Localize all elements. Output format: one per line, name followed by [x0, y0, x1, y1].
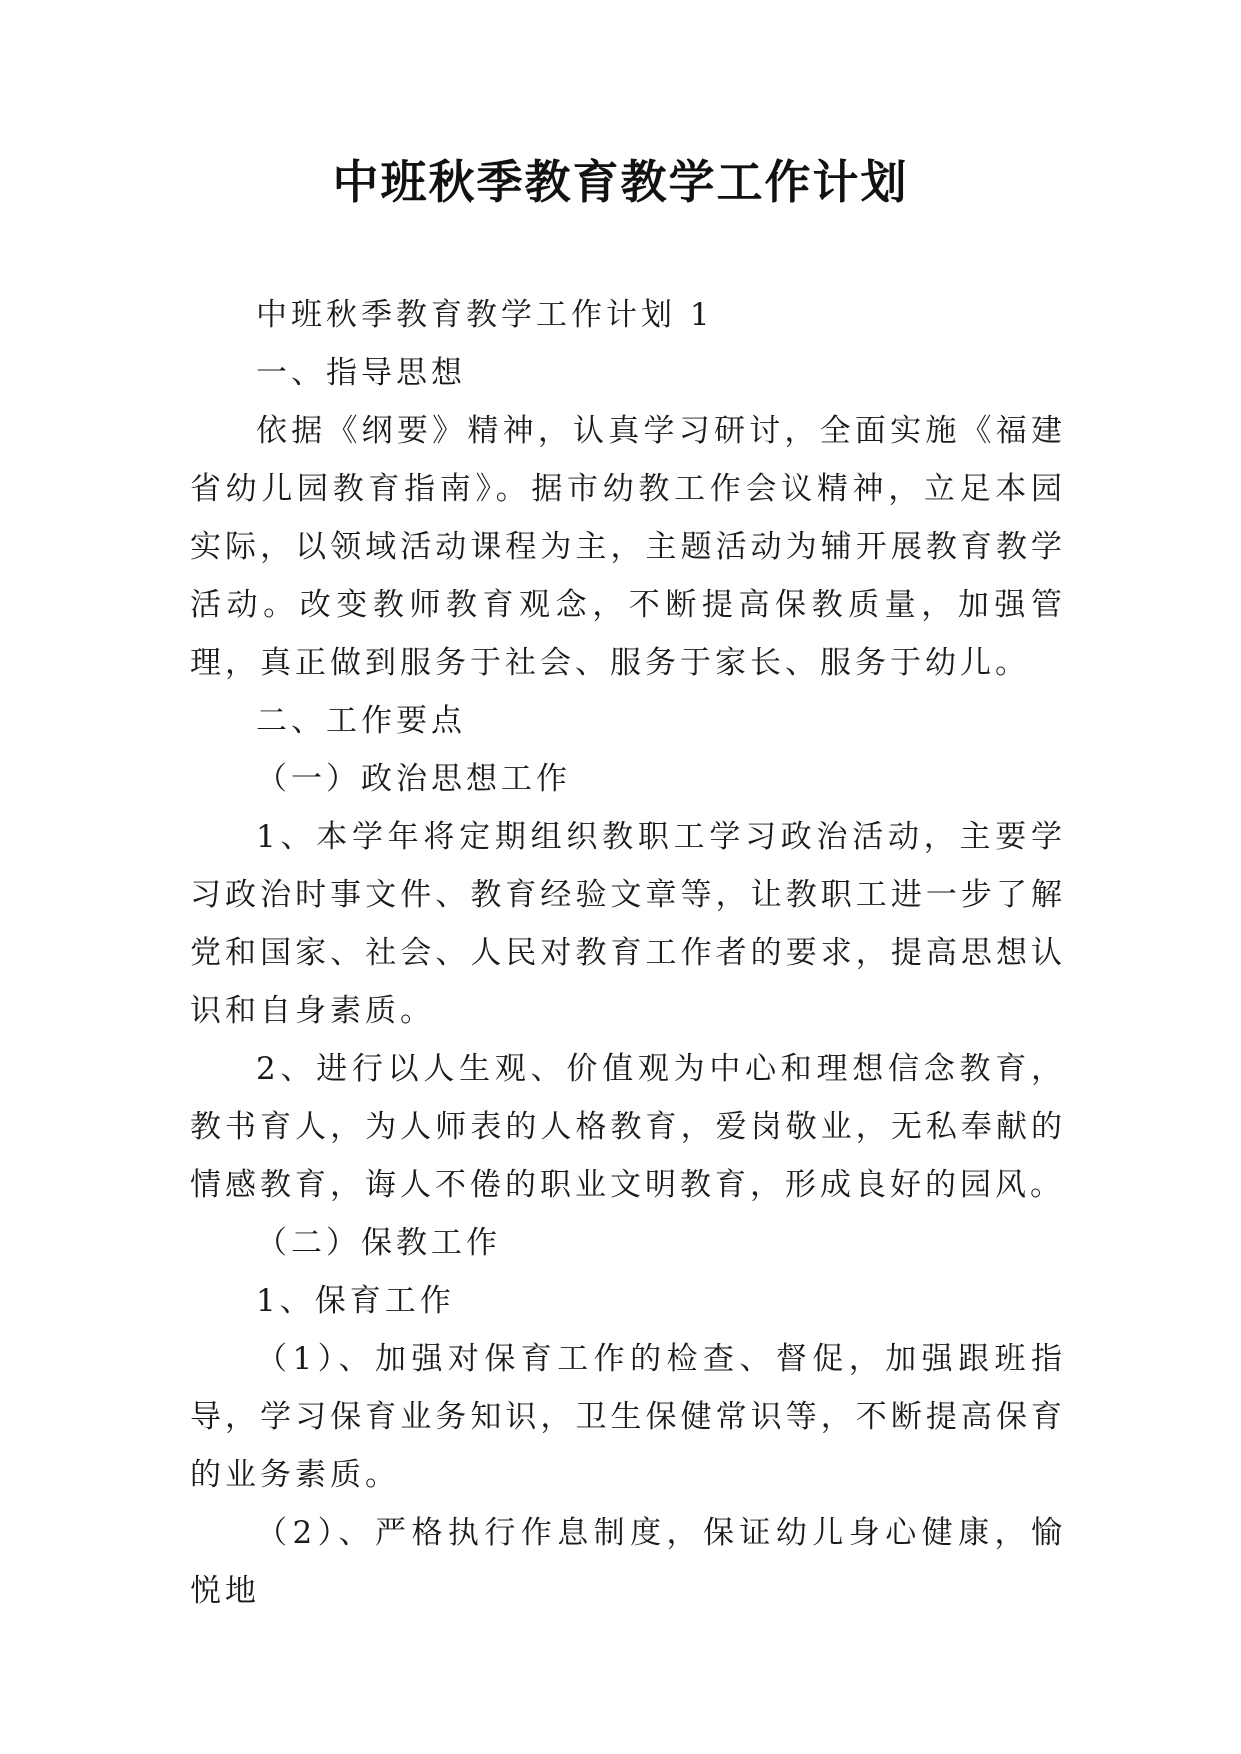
- paragraph-care-item-1: （1）、加强对保育工作的检查、督促，加强跟班指导，学习保育业务知识，卫生保健常识等，不断提高保育的业务素质。: [190, 1341, 1066, 1493]
- document-body: [190, 286, 1066, 1620]
- subsection-heading-political-work: （一）政治思想工作: [256, 761, 571, 797]
- plan-subtitle: 中班秋季教育教学工作计划 1: [256, 297, 714, 333]
- paragraph-care-item-2: （2）、严格执行作息制度，保证幼儿身心健康，愉悦地: [190, 1515, 1066, 1609]
- subsection-heading-care-education: （二）保教工作: [256, 1225, 501, 1261]
- section-heading-guiding-ideology: 一、指导思想: [256, 355, 466, 391]
- paragraph-political-item-2: 2、进行以人生观、价值观为中心和理想信念教育，教书育人，为人师表的人格教育，爱岗敬业，无私奉献的情感教育，诲人不倦的职业文明教育，形成良好的园风。: [190, 1051, 1066, 1203]
- section-heading-work-points: 二、工作要点: [256, 703, 466, 739]
- document-title: 中班秋季教育教学工作计划: [332, 155, 909, 209]
- paragraph-political-item-1: 1、本学年将定期组织教职工学习政治活动，主要学习政治时事文件、教育经验文章等，让教职工进一步了解党和国家、社会、人民对教育工作者的要求，提高思想认识和自身素质。: [190, 819, 1066, 1029]
- item-heading-care-work: 1、保育工作: [256, 1283, 455, 1319]
- paragraph-guiding-ideology: 依据《纲要》精神，认真学习研讨，全面实施《福建省幼儿园教育指南》。据市幼教工作会议精神，立足本园实际，以领域活动课程为主，主题活动为辅开展教育教学活动。改变教师教育观念，不断提高保教质量，加强管理，真正做到服务于社会、服务于家长、服务于幼儿。: [190, 413, 1066, 681]
